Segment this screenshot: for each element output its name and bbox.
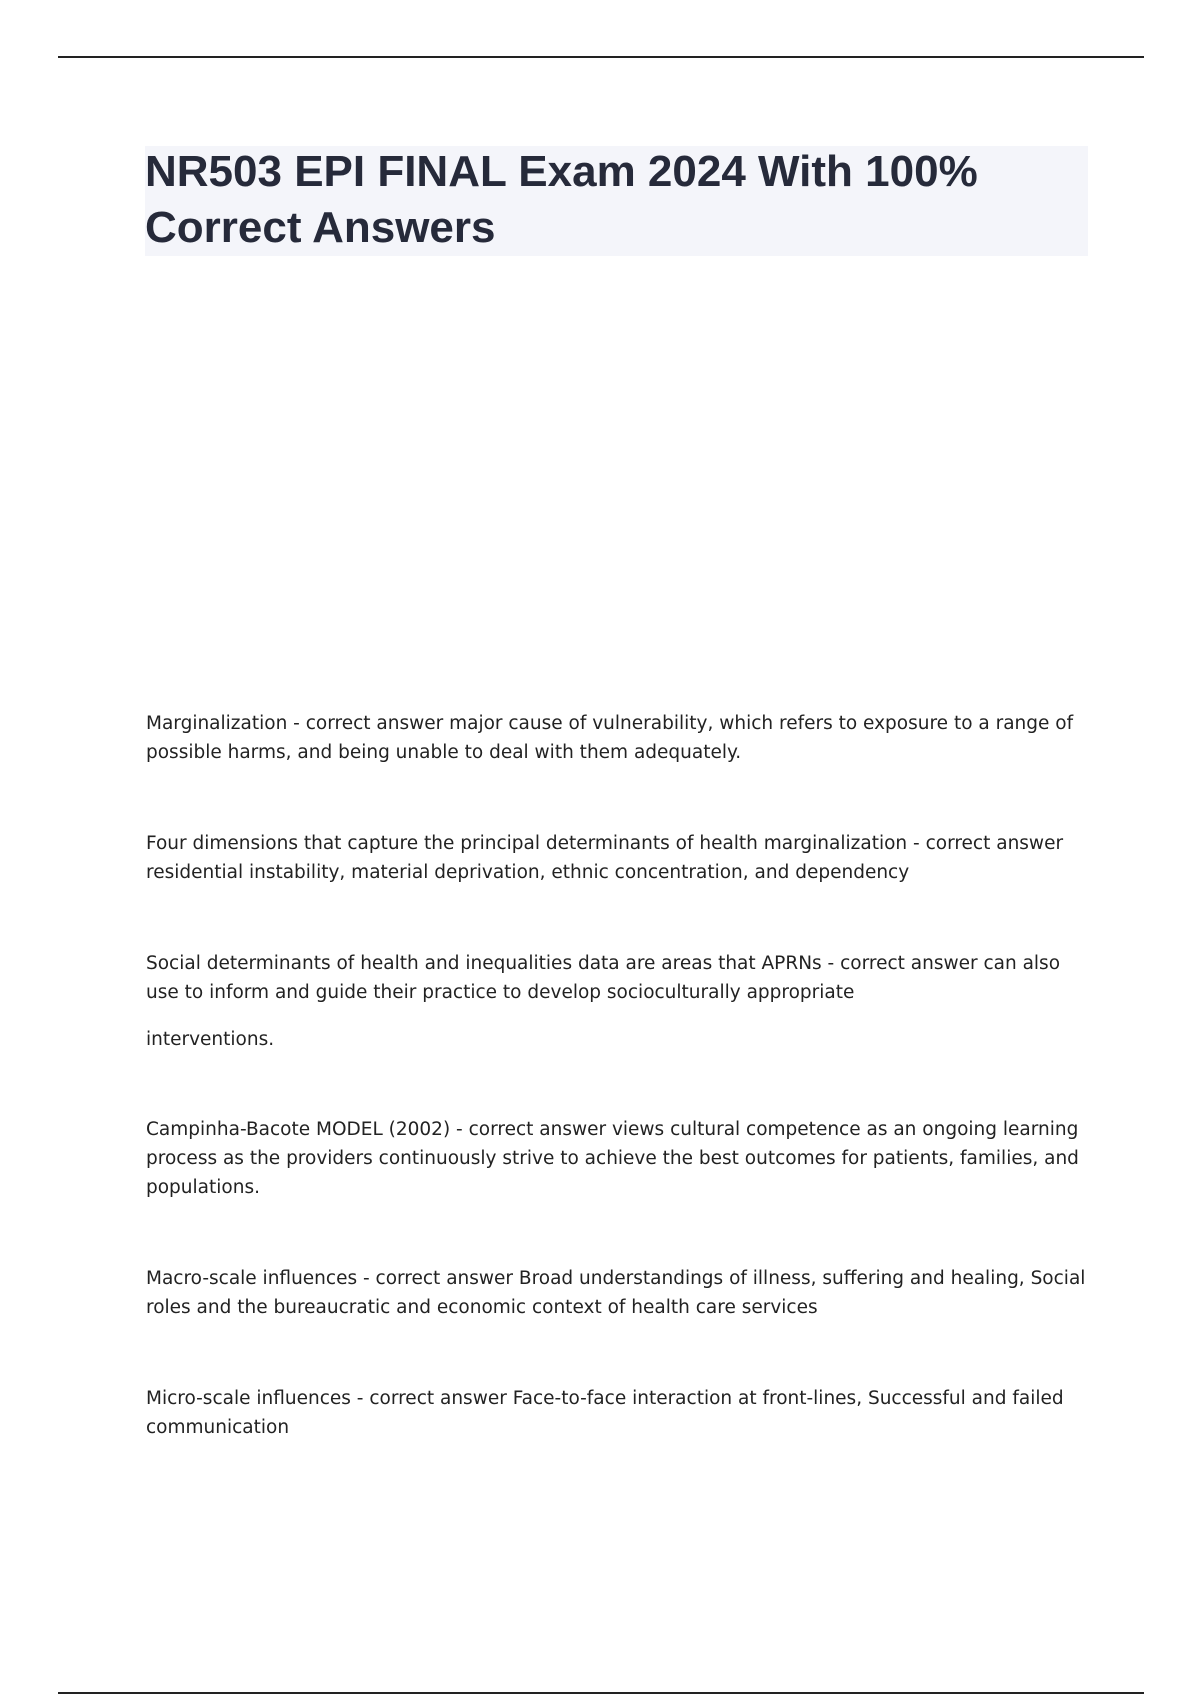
title-banner xyxy=(145,146,1088,256)
qa-entry-campinha-bacote: Campinha-Bacote MODEL (2002) - correct answer views cultural competence as an ongoing learning process as the providers continuously strive to achieve the best outcomes for patients, families, and populations. xyxy=(146,1119,1079,1198)
qa-entry-macro-scale: Macro-scale influences - correct answer Broad understandings of illness, suffering and healing, Social roles and the bureaucratic and economic context of health care services xyxy=(146,1268,1086,1318)
qa-entry-marginalization: Marginalization - correct answer major cause of vulnerability, which refers to exposure to a range of possible harms, and being unable to deal with them adequately. xyxy=(146,713,1074,763)
qa-entry-social-determinants-continuation: interventions. xyxy=(146,1029,275,1050)
top-divider xyxy=(58,56,1144,58)
bottom-divider xyxy=(58,1692,1144,1694)
page-title: NR503 EPI FINAL Exam 2024 With 100% Correct Answers xyxy=(145,147,978,252)
qa-entry-four-dimensions: Four dimensions that capture the principal determinants of health marginalization - correct answer residential instability, material deprivation, ethnic concentration, and dependency xyxy=(146,833,1064,883)
qa-entry-social-determinants: Social determinants of health and inequalities data are areas that APRNs - correct answer can also use to inform and guide their practice to develop socioculturally appropriate xyxy=(146,953,1061,1003)
qa-entry-micro-scale: Micro-scale influences - correct answer Face-to-face interaction at front-lines, Successful and failed communication xyxy=(146,1388,1064,1438)
